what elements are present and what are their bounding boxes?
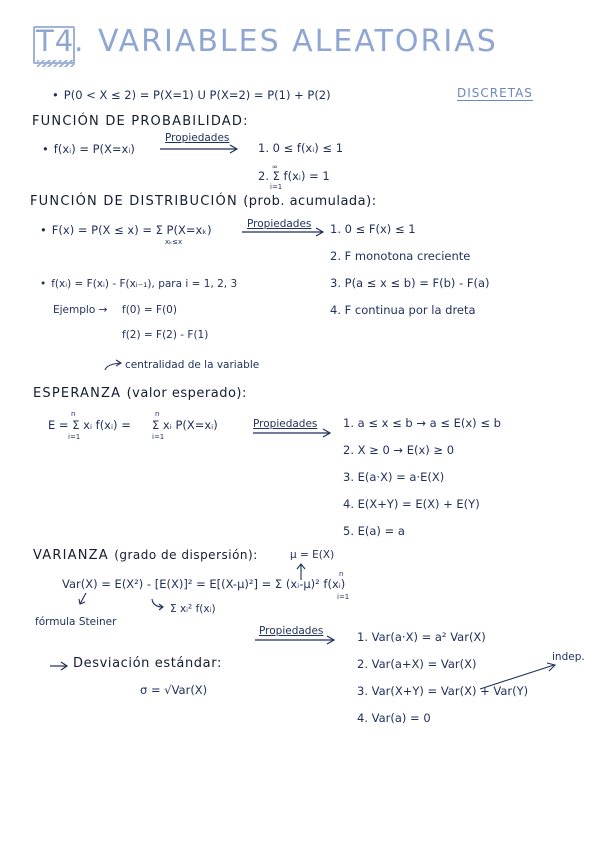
esp-sum-top: n <box>71 410 76 418</box>
esp-formula-a: E = Σ xᵢ f(xᵢ) = <box>48 418 131 432</box>
esp-sum-bottom-2: i=1 <box>152 433 165 441</box>
var-sum-bottom: i=1 <box>337 593 350 601</box>
steiner-arrow-icon <box>77 592 89 606</box>
prob-formula: • f(xᵢ) = P(X=xᵢ) <box>42 142 135 156</box>
desv-arrow-icon <box>50 662 70 670</box>
dist-props-label: Propiedades <box>247 218 312 230</box>
dist-example-2: f(2) = F(2) - F(1) <box>122 329 209 341</box>
dist-formula: • F(x) = P(X ≤ x) = Σ P(X=xₖ) <box>40 223 212 237</box>
desv-heading: Desviación estándar: <box>73 656 222 671</box>
dist-formula2: • f(xᵢ) = F(xᵢ) - F(xᵢ₋₁), para i = 1, 2, 3 <box>40 278 237 290</box>
var-prop-4: 4. Var(a) = 0 <box>357 711 431 725</box>
var-heading: VARIANZA (grado de dispersión): <box>33 548 258 563</box>
dist-example-label: Ejemplo → <box>53 304 108 316</box>
esp-props-label: Propiedades <box>253 418 318 430</box>
var-indep: indep. <box>552 651 585 663</box>
prob-heading: FUNCIÓN DE PROBABILIDAD: <box>32 114 249 129</box>
prob-arrow-icon <box>160 145 240 153</box>
dist-prop-3: 3. P(a ≤ x ≤ b) = F(b) - F(a) <box>330 276 490 290</box>
dist-heading: FUNCIÓN DE DISTRIBUCIÓN (prob. acumulada): <box>30 194 377 209</box>
dist-example-1: f(0) = F(0) <box>122 304 177 316</box>
dist-note: centralidad de la variable <box>125 359 260 371</box>
esp-prop-2: 2. X ≥ 0 → E(x) ≥ 0 <box>343 443 455 457</box>
var-prop-3: 3. Var(X+Y) = Var(X) + Var(Y) <box>357 684 529 698</box>
prob-sum-bottom: i=1 <box>270 183 283 191</box>
var-steiner: fórmula Steiner <box>35 616 117 628</box>
esp-prop-3: 3. E(a·X) = a·E(X) <box>343 470 445 484</box>
desv-formula: σ = √Var(X) <box>140 683 208 697</box>
var-sum-top: n <box>339 570 344 578</box>
title-box-shadow <box>37 60 75 67</box>
var-mu: μ = E(X) <box>290 549 335 561</box>
note-arrow-icon <box>103 358 125 372</box>
page-title: VARIABLES ALEATORIAS <box>98 24 498 59</box>
prob-props-label: Propiedades <box>165 132 230 144</box>
var-props-label: Propiedades <box>259 625 324 637</box>
discretas-tag: DISCRETAS <box>457 86 533 100</box>
esp-sum-top-2: n <box>155 410 160 418</box>
esp-prop-4: 4. E(X+Y) = E(X) + E(Y) <box>343 497 480 511</box>
esp-prop-1: 1. a ≤ x ≤ b → a ≤ E(x) ≤ b <box>343 416 501 430</box>
dist-arrow-icon <box>242 228 326 236</box>
sub-formula-arrow-icon <box>150 598 166 612</box>
var-arrow-icon <box>255 636 337 644</box>
var-formula: Var(X) = E(X²) - [E(X)]² = E[(X-μ)²] = Σ (xᵢ-μ)² f(xᵢ) <box>62 577 346 591</box>
var-prop-1: 1. Var(a·X) = a² Var(X) <box>357 630 486 644</box>
var-prop-2: 2. Var(a+X) = Var(X) <box>357 657 477 671</box>
dist-prop-2: 2. F monotona creciente <box>330 249 471 263</box>
prob-prop-1: 1. 0 ≤ f(xᵢ) ≤ 1 <box>258 141 344 155</box>
title-number: T4. <box>36 24 85 58</box>
dist-prop-1: 1. 0 ≤ F(x) ≤ 1 <box>330 222 416 236</box>
var-sub-formula: Σ xᵢ² f(xᵢ) <box>170 603 216 615</box>
esp-formula-b: Σ xᵢ P(X=xᵢ) <box>152 418 218 432</box>
esp-heading: ESPERANZA (valor esperado): <box>33 386 247 401</box>
dist-sum-bottom: xₖ≤x <box>165 238 183 246</box>
esp-sum-bottom: i=1 <box>68 433 81 441</box>
prob-sum-top: ∞ <box>272 163 278 171</box>
esp-prop-5: 5. E(a) = a <box>343 524 405 538</box>
top-formula: • P(0 < X ≤ 2) = P(X=1) U P(X=2) = P(1) + P(2) <box>52 88 331 102</box>
prob-prop-2: 2. Σ f(xᵢ) = 1 <box>258 169 330 183</box>
dist-prop-4: 4. F continua por la dreta <box>330 303 476 317</box>
esp-arrow-icon <box>253 429 333 437</box>
